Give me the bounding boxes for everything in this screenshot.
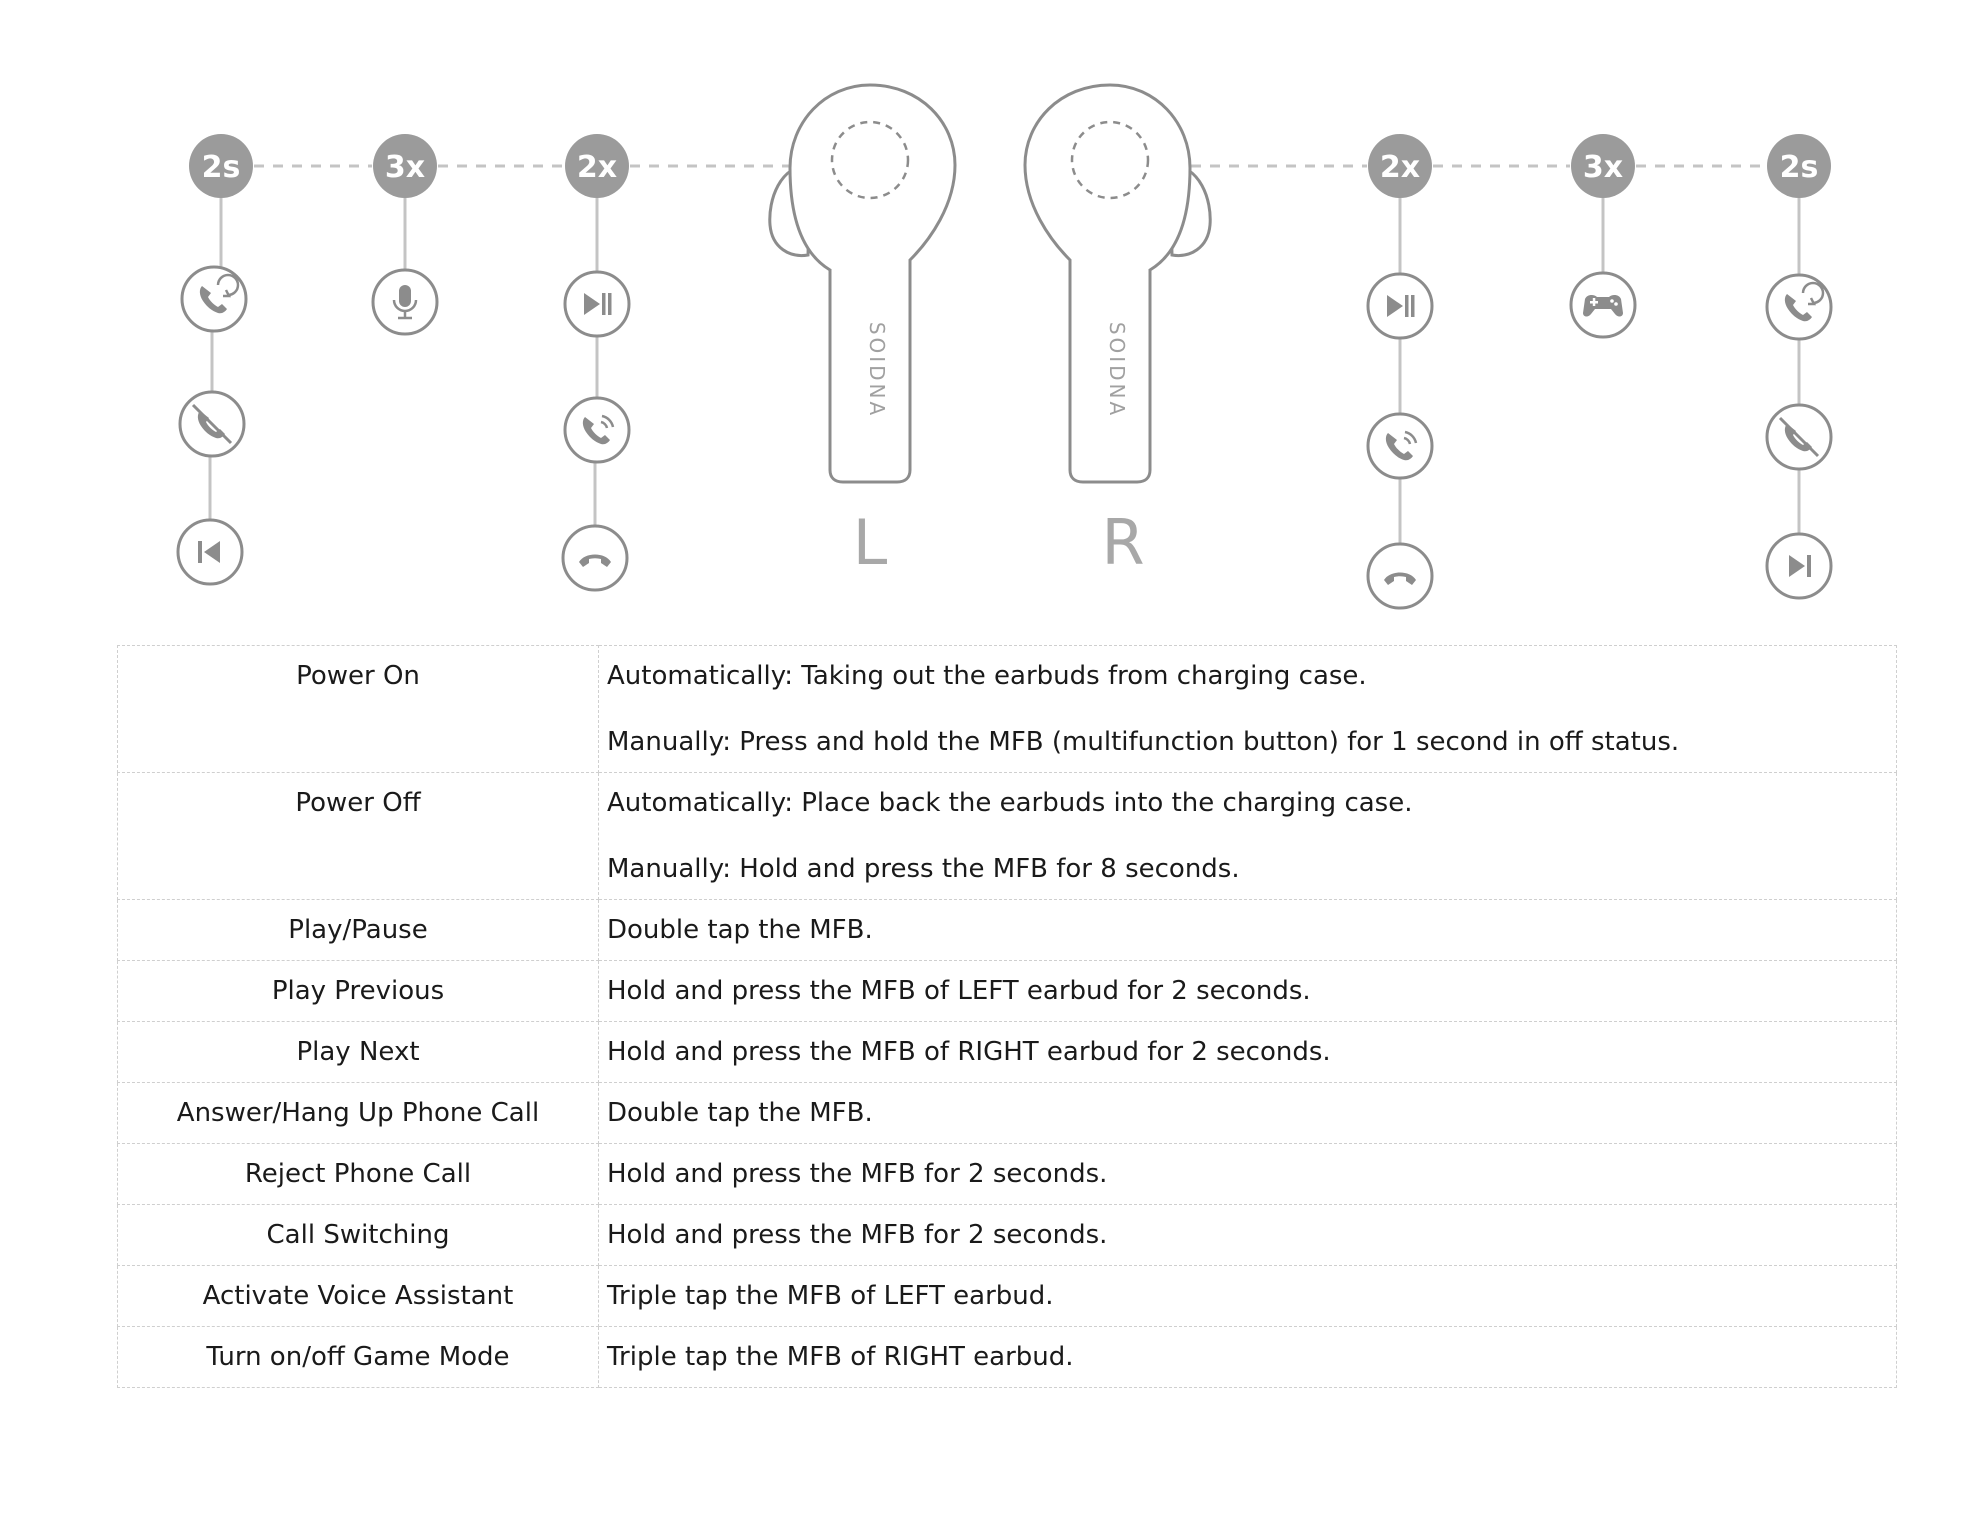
table-row — [118, 1205, 1897, 1266]
description-line: Hold and press the MFB of RIGHT earbud for 2 seconds. — [607, 1037, 1331, 1067]
badge-text: 3x — [384, 150, 426, 185]
description-line: Double tap the MFB. — [607, 915, 873, 945]
right-brand-text: SOIDNA — [1105, 321, 1129, 419]
left-earbud-label: L — [852, 506, 888, 579]
microphone-icon — [373, 270, 437, 334]
table-row — [118, 1022, 1897, 1083]
play-pause-icon — [565, 272, 629, 336]
description-line: Double tap the MFB. — [607, 1098, 873, 1128]
table-row — [118, 646, 1897, 773]
badge-text: 3x — [1582, 150, 1624, 185]
hang-up-icon — [563, 526, 627, 590]
table-row — [118, 1144, 1897, 1205]
previous-track-icon — [178, 520, 242, 584]
description-line: Automatically: Taking out the earbuds from charging case. — [607, 661, 1367, 691]
description-line: Hold and press the MFB for 2 seconds. — [607, 1220, 1108, 1250]
function-cell: Power On — [118, 646, 599, 773]
phone-switch-icon — [1767, 275, 1831, 339]
left-brand-text: SOIDNA — [865, 321, 889, 419]
description-cell — [599, 1205, 1897, 1266]
table-row — [118, 900, 1897, 961]
controls-table — [117, 645, 1897, 1388]
hang-up-icon — [1368, 544, 1432, 608]
function-cell: Call Switching — [118, 1205, 599, 1266]
phone-reject-icon — [1767, 405, 1831, 469]
table-row — [118, 773, 1897, 900]
description-line: Triple tap the MFB of LEFT earbud. — [607, 1281, 1054, 1311]
badge-left-hold — [189, 134, 253, 198]
right-earbud — [1025, 85, 1210, 482]
description-cell — [599, 646, 1897, 773]
badge-right-triple — [1571, 134, 1635, 198]
badge-left-triple — [373, 134, 437, 198]
right-earbud-label: R — [1101, 506, 1145, 579]
description-cell — [599, 1022, 1897, 1083]
function-cell: Power Off — [118, 773, 599, 900]
description-line: Hold and press the MFB of LEFT earbud for 2 seconds. — [607, 976, 1311, 1006]
function-cell: Play Next — [118, 1022, 599, 1083]
earbud-controls-diagram — [0, 0, 1975, 620]
table-body — [118, 646, 1897, 1388]
phone-reject-icon — [180, 392, 244, 456]
description-cell — [599, 1327, 1897, 1388]
function-cell: Reject Phone Call — [118, 1144, 599, 1205]
description-cell — [599, 773, 1897, 900]
description-cell — [599, 1144, 1897, 1205]
description-line: Manually: Press and hold the MFB (multifunction button) for 1 second in off status. — [607, 727, 1680, 757]
vertical-stems — [210, 198, 1799, 544]
description-cell — [599, 1266, 1897, 1327]
description-line: Automatically: Place back the earbuds into the charging case. — [607, 788, 1413, 818]
table-row — [118, 1266, 1897, 1327]
diagram-svg — [0, 0, 1975, 620]
phone-switch-icon — [182, 267, 246, 331]
function-cell: Play/Pause — [118, 900, 599, 961]
phone-answer-icon — [565, 398, 629, 462]
left-earbud — [770, 85, 955, 482]
badge-left-double — [565, 134, 629, 198]
description-cell — [599, 900, 1897, 961]
description-cell — [599, 961, 1897, 1022]
description-cell — [599, 1083, 1897, 1144]
badge-text: 2x — [1379, 150, 1421, 185]
badge-text: 2s — [201, 150, 241, 185]
table-row — [118, 1327, 1897, 1388]
description-line: Triple tap the MFB of RIGHT earbud. — [607, 1342, 1074, 1372]
table-row — [118, 961, 1897, 1022]
badge-text: 2x — [576, 150, 618, 185]
badge-right-hold — [1767, 134, 1831, 198]
table-row — [118, 1083, 1897, 1144]
function-cell: Play Previous — [118, 961, 599, 1022]
badge-right-double — [1368, 134, 1432, 198]
gamepad-icon — [1571, 273, 1635, 337]
badge-text: 2s — [1779, 150, 1819, 185]
function-cell: Activate Voice Assistant — [118, 1266, 599, 1327]
function-cell: Turn on/off Game Mode — [118, 1327, 599, 1388]
phone-answer-icon — [1368, 414, 1432, 478]
description-line: Hold and press the MFB for 2 seconds. — [607, 1159, 1108, 1189]
play-pause-icon — [1368, 274, 1432, 338]
function-cell: Answer/Hang Up Phone Call — [118, 1083, 599, 1144]
description-line: Manually: Hold and press the MFB for 8 seconds. — [607, 854, 1240, 884]
next-track-icon — [1767, 534, 1831, 598]
